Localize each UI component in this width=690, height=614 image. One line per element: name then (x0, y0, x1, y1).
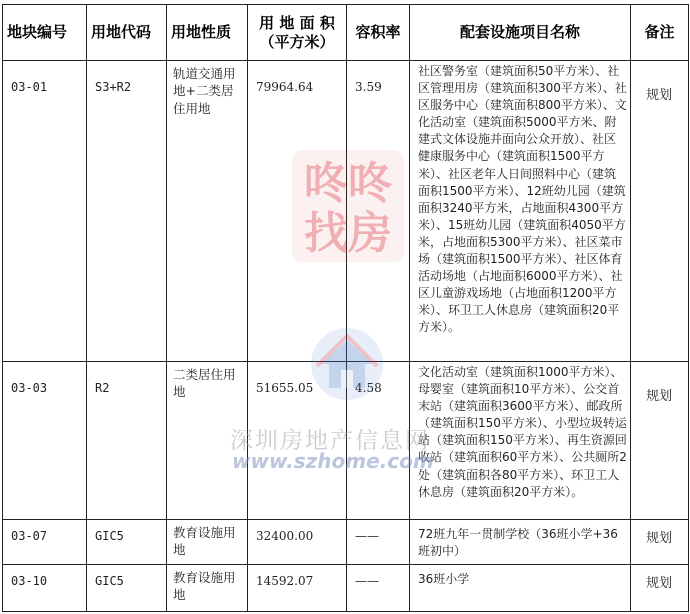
cell-facilities: 36班小学 (410, 565, 631, 612)
cell-land-use: 轨道交通用地+二类居住用地 (167, 61, 248, 362)
header-far: 容积率 (347, 5, 410, 61)
cell-parcel-no: 03-01 (3, 61, 87, 362)
cell-far: —— (347, 520, 410, 565)
cell-area: 14592.07 (248, 565, 347, 612)
cell-facilities: 文化活动室（建筑面积1000平方米）、母婴室（建筑面积10平方米）、公交首末站（建筑面积3600平方米）、邮政所（建筑面积150平方米）、小型垃圾转运站（建筑面积150平方米）、再生资源回收站（建筑面积60平方米）、公共厕所2处（建筑面积各80平方米）、环卫工人休息房（建筑面积20平方米）。 (410, 362, 631, 520)
cell-remark: 规划 (631, 520, 689, 565)
header-area: 用 地 面 积 （平方米） (248, 5, 347, 61)
cell-area: 79964.64 (248, 61, 347, 362)
cell-area: 32400.00 (248, 520, 347, 565)
cell-facilities: 社区警务室（建筑面积50平方米）、社区管理用房（建筑面积300平方米）、社区服务中心（建筑面积800平方米）、文化活动室（建筑面积5000平方米、附建式文体设施并面向公众开放）、社区健康服务中心（建筑面积1500平方米）、社区老年人日间照料中心（建筑面积1500平方米）、12班幼儿园（建筑面积3240平方米，占地面积4300平方米）、15班幼儿园（建筑面积4050平方米，占地面积5300平方米）、社区菜市场（建筑面积1500平方米）、社区体育活动场地（占地面积6000平方米）、社区儿童游戏场地（占地面积1200平方米）、环卫工人休息房（建筑面积20平方米）。 (410, 61, 631, 362)
cell-land-use: 教育设施用地 (167, 565, 248, 612)
table-header-row (3, 5, 689, 61)
header-remark: 备注 (631, 5, 689, 61)
cell-remark: 规划 (631, 362, 689, 520)
cell-parcel-no: 03-10 (3, 565, 87, 612)
cell-land-code: S3+R2 (87, 61, 167, 362)
cell-far: 3.59 (347, 61, 410, 362)
land-use-table (2, 4, 689, 612)
cell-area: 51655.05 (248, 362, 347, 520)
cell-land-code: GIC5 (87, 565, 167, 612)
site-name-watermark: 深圳房地产信息网 (230, 428, 430, 454)
cell-remark: 规划 (631, 61, 689, 362)
cell-land-code: R2 (87, 362, 167, 520)
table-row (3, 520, 689, 565)
header-facilities: 配套设施项目名称 (410, 5, 631, 61)
cell-far: 4.58 (347, 362, 410, 520)
cell-parcel-no: 03-07 (3, 520, 87, 565)
cell-land-use: 二类居住用地 (167, 362, 248, 520)
logo-text-top: 咚咚 (304, 158, 392, 209)
header-land-code: 用地代码 (87, 5, 167, 61)
cell-land-use: 教育设施用地 (167, 520, 248, 565)
logo-text-bottom: 找房 (304, 208, 392, 259)
table-row (3, 362, 689, 520)
cell-remark: 规划 (631, 565, 689, 612)
cell-facilities: 72班九年一贯制学校（36班小学+36班初中） (410, 520, 631, 565)
header-parcel-no: 地块编号 (3, 5, 87, 61)
site-url-watermark: www.szhome.com (232, 449, 434, 473)
header-land-use: 用地性质 (167, 5, 248, 61)
table-row (3, 61, 689, 362)
cell-parcel-no: 03-03 (3, 362, 87, 520)
cell-far: —— (347, 565, 410, 612)
cell-land-code: GIC5 (87, 520, 167, 565)
table-row (3, 565, 689, 612)
